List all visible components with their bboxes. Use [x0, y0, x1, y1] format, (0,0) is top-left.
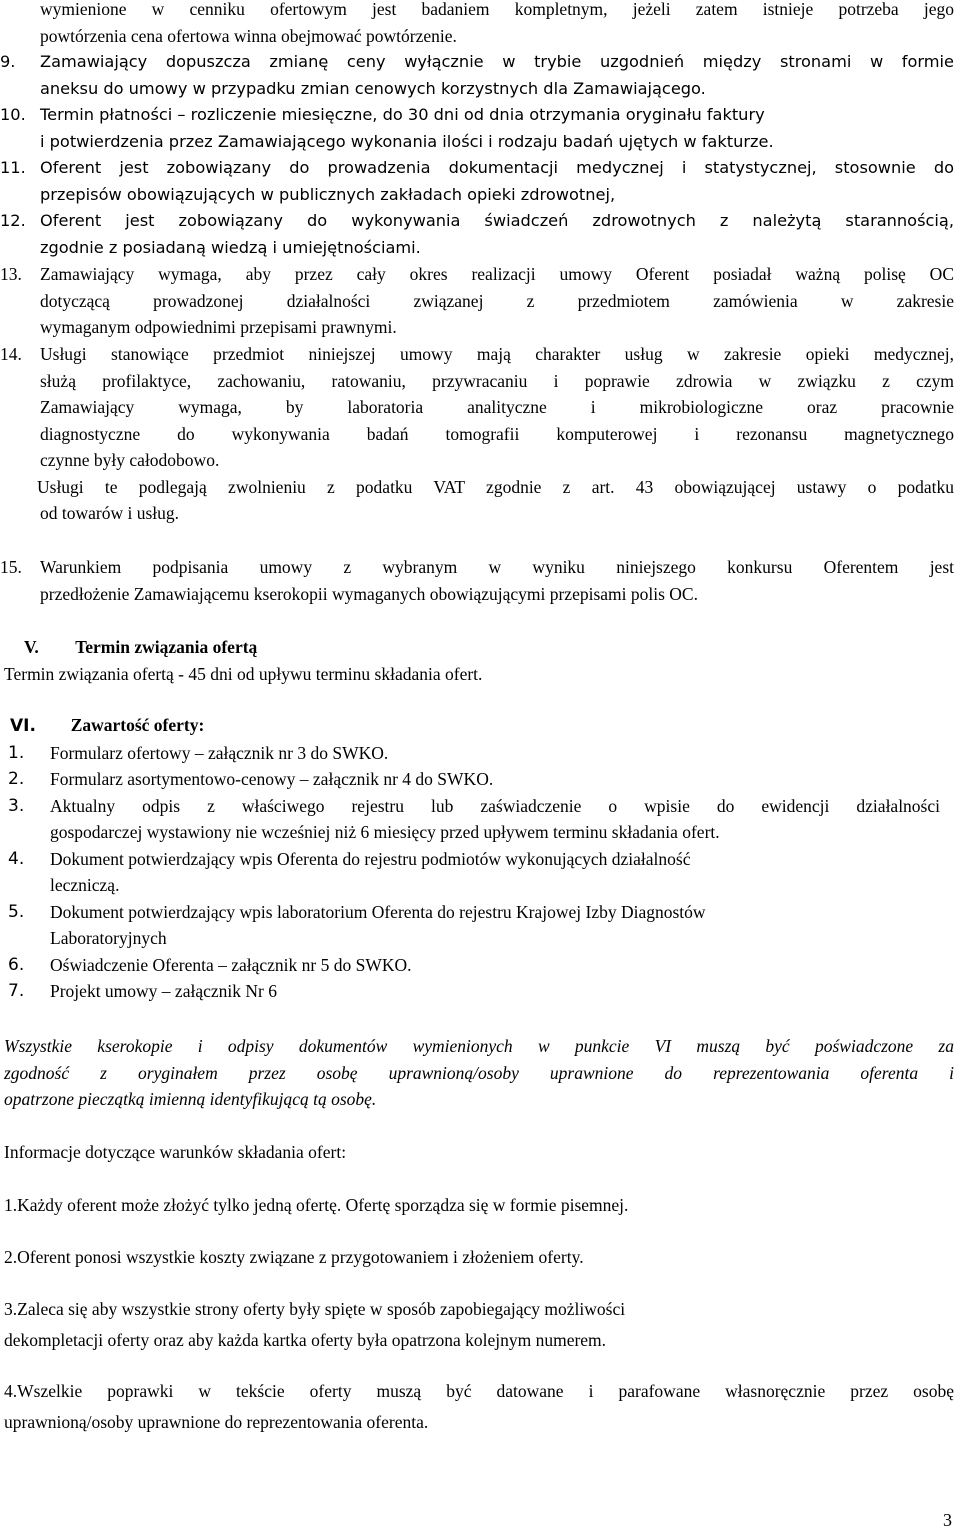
info-item-2 [0, 1244, 960, 1271]
top-continuation [0, 0, 960, 49]
attachment-item [0, 793, 960, 846]
attachment-item [0, 899, 960, 952]
section-text: Termin związania ofertą - 45 dni od upływu terminu składania ofert. [4, 663, 483, 684]
item-text: od towarów i usług. [40, 503, 180, 523]
attachment-item [0, 846, 960, 899]
item-text: czynne były całodobowo. [40, 450, 220, 470]
text-line: wymienione w cenniku ofertowym jest badaniem kompletnym, jeżeli zatem istnieje potrzeba jego [40, 0, 954, 19]
attachment-item [0, 952, 960, 979]
item-number: 15. [0, 557, 22, 577]
section-v [0, 634, 960, 687]
item-text: Zamawiający wymaga, aby przez cały okres realizacji umowy Oferent posiadał ważną polisę OC [40, 264, 954, 284]
item-text: Oferent jest zobowiązany do wykonywania świadczeń zdrowotnych z należytą starannością, [40, 211, 954, 230]
attachment-item [0, 978, 960, 1005]
list-item-9 [0, 49, 960, 102]
list-item-10 [0, 102, 960, 155]
item-text: gospodarczej wystawiony nie wcześniej niż 6 miesięcy przed upływem terminu składania ofert. [50, 822, 720, 842]
section-heading [0, 634, 960, 661]
item-number: 1. [8, 742, 25, 763]
item-text: Zamawiający wymaga, by laboratoria analityczne i mikrobiologiczne oraz pracownie [40, 397, 954, 417]
list-item-11 [0, 155, 960, 208]
item-text: przedłożenie Zamawiającemu kserokopii wymaganych obowiązującymi przepisami polis OC. [40, 583, 698, 604]
item-number: 5. [8, 901, 25, 922]
info-text: uprawnioną/osoby uprawnione do reprezentowania oferenta. [4, 1412, 429, 1432]
item-text: Usługi stanowiące przedmiot niniejszej umowy mają charakter usług w zakresie opieki medycznej, [40, 344, 954, 364]
info-item-1 [0, 1192, 960, 1219]
item-text: Oferent jest zobowiązany do prowadzenia dokumentacji medycznej i statystycznej, stosownie do [40, 158, 954, 177]
item-text: Usługi te podlegają zwolnieniu z podatku VAT zgodnie z art. 43 obowiązującej ustawy o podatku [37, 476, 954, 497]
section-heading [0, 712, 960, 740]
item-text: zgodnie z posiadaną wiedzą i umiejętnościami. [40, 237, 421, 257]
section-number: VI. [10, 716, 36, 736]
item-text: diagnostyczne do wykonywania badań tomografii komputerowej i rezonansu magnetycznego [40, 423, 954, 444]
item-number: 10. [0, 105, 26, 124]
section-number: V. [24, 637, 39, 657]
item-text: Dokument potwierdzający wpis Oferenta do rejestru podmiotów wykonujących działalność [50, 848, 691, 869]
text-line: powtórzenia cena ofertowa winna obejmować powtórzenie. [40, 25, 457, 46]
page-number: 3 [943, 1509, 952, 1530]
item-number: 4. [8, 848, 25, 869]
info-text: 4.Wszelkie poprawki w tekście oferty muszą być datowane i parafowane własnoręcznie przez osobę [4, 1381, 954, 1401]
item-number: 3. [8, 795, 25, 816]
list-item-15 [0, 554, 960, 607]
item-text: leczniczą. [50, 875, 120, 895]
item-number: 12. [0, 211, 26, 230]
list-item-12 [0, 208, 960, 261]
info-text: 3.Zaleca się aby wszystkie strony oferty były spięte w sposób zapobiegający możliwości [4, 1299, 626, 1319]
item-text: i potwierdzenia przez Zamawiającego wykonania ilości i rodzaju badań ujętych w fakturze. [40, 131, 774, 151]
item-text: Formularz asortymentowo-cenowy – załącznik nr 4 do SWKO. [50, 769, 494, 789]
item-text: Projekt umowy – załącznik Nr 6 [50, 981, 277, 1001]
section-vi [0, 712, 960, 1005]
item-number: 13. [0, 264, 22, 284]
text-line: Wszystkie kserokopie i odpisy dokumentów wymienionych w punkcie VI muszą być poświadczone za [4, 1036, 954, 1056]
italic-note [0, 1033, 960, 1113]
attachment-item [0, 766, 960, 793]
info-text: dekompletacji oferty oraz aby każda kartka oferty była opatrzona kolejnym numerem. [4, 1330, 607, 1350]
text-line: zgodność z oryginałem przez osobę uprawnioną/osoby uprawnione do reprezentowania oferenta i [4, 1062, 954, 1083]
attachment-item [0, 740, 960, 767]
info-heading-text: Informacje dotyczące warunków składania ofert: [4, 1142, 347, 1162]
item-number: 7. [8, 981, 25, 1001]
item-text: Warunkiem podpisania umowy z wybranym w wyniku niniejszego konkursu Oferentem jest [40, 557, 954, 577]
item-text: służą profilaktyce, zachowaniu, ratowaniu, przywracaniu i poprawie zdrowia w związku z czym [40, 370, 954, 391]
list-item-14 [0, 341, 960, 527]
item-text: Termin płatności – rozliczenie miesięczne, do 30 dni od dnia otrzymania oryginału faktury [40, 105, 765, 124]
item-text: Dokument potwierdzający wpis laboratorium Oferenta do rejestru Krajowej Izby Diagnostów [50, 901, 706, 922]
section-title: Termin związania ofertą [75, 637, 258, 657]
item-text: aneksu do umowy w przypadku zmian cenowych korzystnych dla Zamawiającego. [40, 78, 706, 98]
info-text: 2.Oferent ponosi wszystkie koszty związane z przygotowaniem i złożeniem oferty. [4, 1247, 584, 1267]
item-number: 11. [0, 158, 26, 177]
section-title: Zawartość oferty: [70, 715, 205, 735]
info-heading [0, 1139, 960, 1166]
item-text: Aktualny odpis z właściwego rejestru lub zaświadczenie o wpisie do ewidencji działalności [50, 795, 940, 816]
item-text: wymaganym odpowiednimi przepisami prawnymi. [40, 317, 397, 337]
info-item-3 [0, 1294, 960, 1356]
item-text: dotyczącą prowadzonej działalności związanej z przedmiotem zamówienia w zakresie [40, 290, 954, 311]
info-item-4 [0, 1376, 960, 1438]
text-line: opatrzone pieczątką imienną identyfikującą tą osobę. [4, 1089, 377, 1109]
info-text: 1.Każdy oferent może złożyć tylko jedną ofertę. Ofertę sporządza się w formie pisemnej. [4, 1195, 629, 1215]
item-text: Laboratoryjnych [50, 928, 167, 948]
item-text: przepisów obowiązujących w publicznych zakładach opieki zdrowotnej, [40, 184, 616, 204]
list-item-13 [0, 261, 960, 341]
item-number: 9. [0, 52, 16, 71]
item-text: Oświadczenie Oferenta – załącznik nr 5 do SWKO. [50, 954, 412, 975]
item-text: Zamawiający dopuszcza zmianę ceny wyłącznie w trybie uzgodnień między stronami w formie [40, 52, 954, 71]
item-number: 6. [8, 954, 25, 975]
item-text: Formularz ofertowy – załącznik nr 3 do SWKO. [50, 742, 389, 763]
item-number: 2. [8, 769, 25, 789]
item-number: 14. [0, 344, 22, 364]
